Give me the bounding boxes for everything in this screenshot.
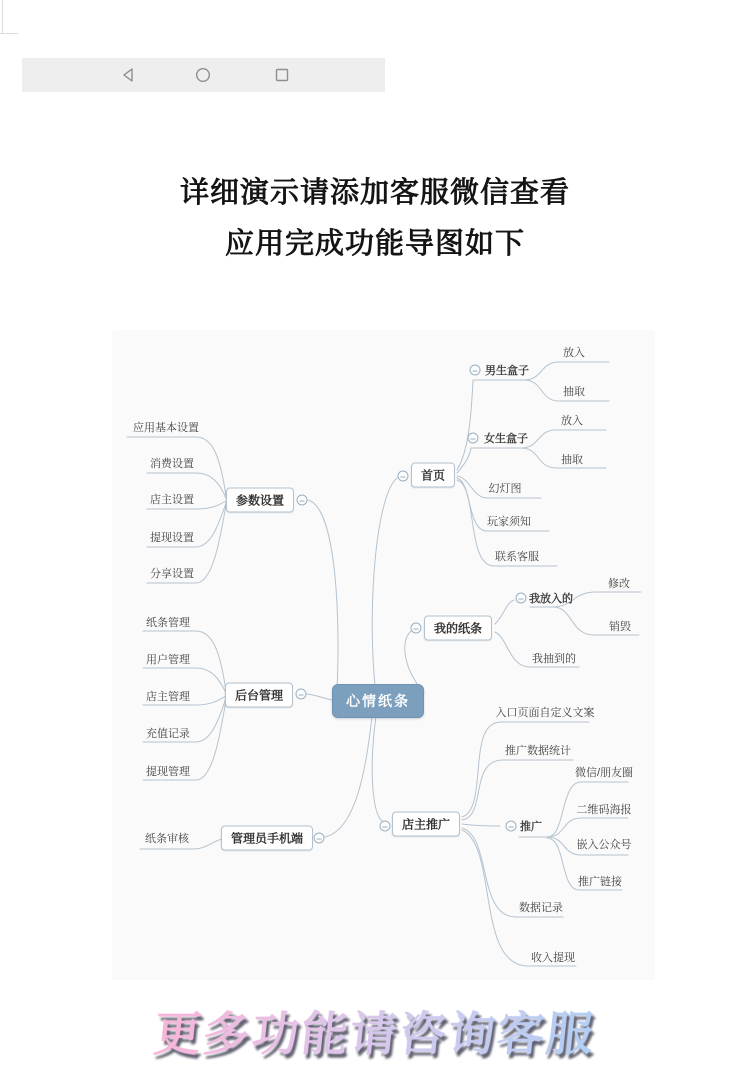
collapse-icon[interactable] <box>411 623 422 634</box>
leaf-note-review[interactable]: 纸条审核 <box>145 833 189 845</box>
frame-artifact-line <box>2 0 3 34</box>
node-my-notes[interactable]: 我的纸条 <box>424 616 492 641</box>
leaf-promo-link[interactable]: 推广链接 <box>578 876 622 888</box>
leaf-boy-draw[interactable]: 抽取 <box>563 386 585 398</box>
page-title: 详细演示请添加客服微信查看 <box>179 177 571 209</box>
node-home[interactable]: 首页 <box>411 463 455 488</box>
back-icon[interactable] <box>117 64 139 86</box>
leaf-income-withdraw[interactable]: 收入提现 <box>531 952 575 964</box>
leaf-modify[interactable]: 修改 <box>608 578 630 590</box>
leaf-entry-custom-text[interactable]: 入口页面自定义文案 <box>495 707 595 719</box>
collapse-icon[interactable] <box>314 833 325 844</box>
collapse-icon[interactable] <box>470 365 481 376</box>
collapse-icon[interactable] <box>516 593 527 604</box>
leaf-recharge-records[interactable]: 充值记录 <box>146 728 190 740</box>
mindmap-root-node[interactable]: 心情纸条 <box>332 684 424 718</box>
leaf-user-manage[interactable]: 用户管理 <box>146 654 190 666</box>
page-subtitle: 应用完成功能导图如下 <box>224 228 526 260</box>
leaf-slideshow[interactable]: 幻灯图 <box>488 483 522 495</box>
leaf-player-notice[interactable]: 玩家须知 <box>487 516 531 528</box>
leaf-destroy[interactable]: 销毁 <box>609 621 631 633</box>
leaf-note-manage[interactable]: 纸条管理 <box>146 617 190 629</box>
android-nav-bar <box>22 58 385 92</box>
collapse-icon[interactable] <box>297 495 308 506</box>
leaf-consume-settings[interactable]: 消费设置 <box>150 458 194 470</box>
collapse-icon[interactable] <box>506 821 517 832</box>
leaf-promo-statistics[interactable]: 推广数据统计 <box>505 745 571 757</box>
collapse-icon[interactable] <box>468 433 479 444</box>
node-girl-box[interactable]: 女生盒子 <box>484 433 528 445</box>
leaf-qrcode-poster[interactable]: 二维码海报 <box>576 804 632 816</box>
node-promotion[interactable]: 推广 <box>520 821 542 833</box>
leaf-embed-official-account[interactable]: 嵌入公众号 <box>576 839 632 851</box>
home-icon[interactable] <box>192 64 214 86</box>
leaf-my-drawn[interactable]: 我抽到的 <box>532 653 576 665</box>
recents-icon[interactable] <box>271 64 293 86</box>
footer-banner: 更多功能请咨询客服 <box>151 997 599 1064</box>
leaf-share-settings[interactable]: 分享设置 <box>150 568 194 580</box>
node-param-settings[interactable]: 参数设置 <box>226 488 294 513</box>
collapse-icon[interactable] <box>296 689 307 700</box>
leaf-girl-put-in[interactable]: 放入 <box>561 415 583 427</box>
leaf-shop-owner-manage[interactable]: 店主管理 <box>146 691 190 703</box>
node-backend-manage[interactable]: 后台管理 <box>225 683 293 708</box>
leaf-girl-draw[interactable]: 抽取 <box>561 454 583 466</box>
leaf-shop-owner-settings[interactable]: 店主设置 <box>150 494 194 506</box>
leaf-withdraw-settings[interactable]: 提现设置 <box>150 532 194 544</box>
frame-artifact-line <box>0 33 18 34</box>
leaf-data-records[interactable]: 数据记录 <box>519 902 563 914</box>
leaf-app-basic-settings[interactable]: 应用基本设置 <box>133 422 199 434</box>
collapse-icon[interactable] <box>380 821 391 832</box>
leaf-contact-support[interactable]: 联系客服 <box>495 551 539 563</box>
node-my-put-in[interactable]: 我放入的 <box>529 593 573 605</box>
node-shop-promotion[interactable]: 店主推广 <box>392 812 460 837</box>
node-admin-mobile[interactable]: 管理员手机端 <box>221 826 313 851</box>
leaf-wechat-moments[interactable]: 微信/朋友圈 <box>574 767 634 779</box>
leaf-withdraw-manage[interactable]: 提现管理 <box>146 766 190 778</box>
node-boy-box[interactable]: 男生盒子 <box>485 365 529 377</box>
leaf-boy-put-in[interactable]: 放入 <box>563 347 585 359</box>
collapse-icon[interactable] <box>398 471 409 482</box>
